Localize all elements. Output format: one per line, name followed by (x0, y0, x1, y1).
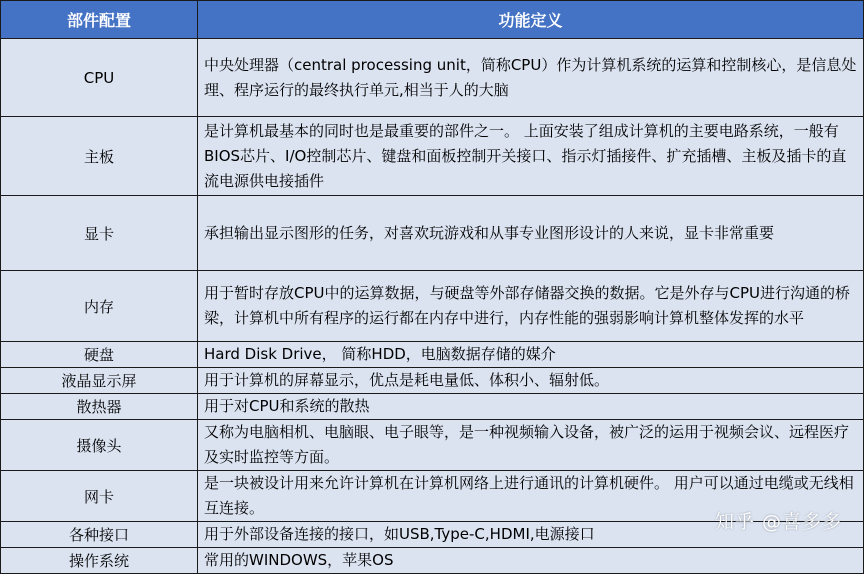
header-row (1, 1, 864, 39)
component-name: 液晶显示屏 (1, 368, 198, 394)
component-definition: 是计算机最基本的同时也是最重要的部件之一。 上面安装了组成计算机的主要电路系统，一般有BIOS芯片、I/O控制芯片、键盘和面板控制开关接口、指示灯插接件、扩充插槽、主板及插卡的直流电源供电接插件 (198, 117, 864, 196)
component-definition: 用于暂时存放CPU中的运算数据，与硬盘等外部存储器交换的数据。它是外存与CPU进行沟通的桥梁，计算机中所有程序的运行都在内存中进行，内存性能的强弱影响计算机整体发挥的水平 (198, 271, 864, 342)
table-row (1, 342, 864, 368)
table-row (1, 394, 864, 420)
table-row (1, 39, 864, 117)
component-name: 散热器 (1, 394, 198, 420)
component-definition: 用于计算机的屏幕显示，优点是耗电量低、体积小、辐射低。 (198, 368, 864, 394)
component-definition: 常用的WINDOWS，苹果OS (198, 548, 864, 574)
watermark: 知乎 @喜多多 (714, 511, 842, 533)
component-definition: 承担输出显示图形的任务，对喜欢玩游戏和从事专业图形设计的人来说，显卡非常重要 (198, 196, 864, 271)
component-definition: 用于对CPU和系统的散热 (198, 394, 864, 420)
component-definition: Hard Disk Drive， 简称HDD，电脑数据存储的媒介 (198, 342, 864, 368)
component-definition: 又称为电脑相机、电脑眼、电子眼等，是一种视频输入设备，被广泛的运用于视频会议、远程医疗及实时监控等方面。 (198, 420, 864, 471)
table-row (1, 420, 864, 471)
table-row (1, 117, 864, 196)
table-row (1, 271, 864, 342)
header-component: 部件配置 (1, 1, 198, 39)
component-name: CPU (1, 39, 198, 117)
table-row (1, 548, 864, 574)
component-name: 各种接口 (1, 522, 198, 548)
table-row (1, 196, 864, 271)
table-row (1, 368, 864, 394)
component-definition: 中央处理器（central processing unit，简称CPU）作为计算机系统的运算和控制核心，是信息处理、程序运行的最终执行单元,相当于人的大脑 (198, 39, 864, 117)
component-name: 主板 (1, 117, 198, 196)
component-definition: 用于外部设备连接的接口，如USB,Type-C,HDMI,电源接口 (198, 522, 864, 548)
component-name: 内存 (1, 271, 198, 342)
component-name: 显卡 (1, 196, 198, 271)
component-name: 摄像头 (1, 420, 198, 471)
header-definition: 功能定义 (198, 1, 864, 39)
component-name: 操作系统 (1, 548, 198, 574)
component-name: 硬盘 (1, 342, 198, 368)
component-name: 网卡 (1, 471, 198, 522)
component-definition: 是一块被设计用来允许计算机在计算机网络上进行通讯的计算机硬件。 用户可以通过电缆或无线相互连接。 (198, 471, 864, 522)
